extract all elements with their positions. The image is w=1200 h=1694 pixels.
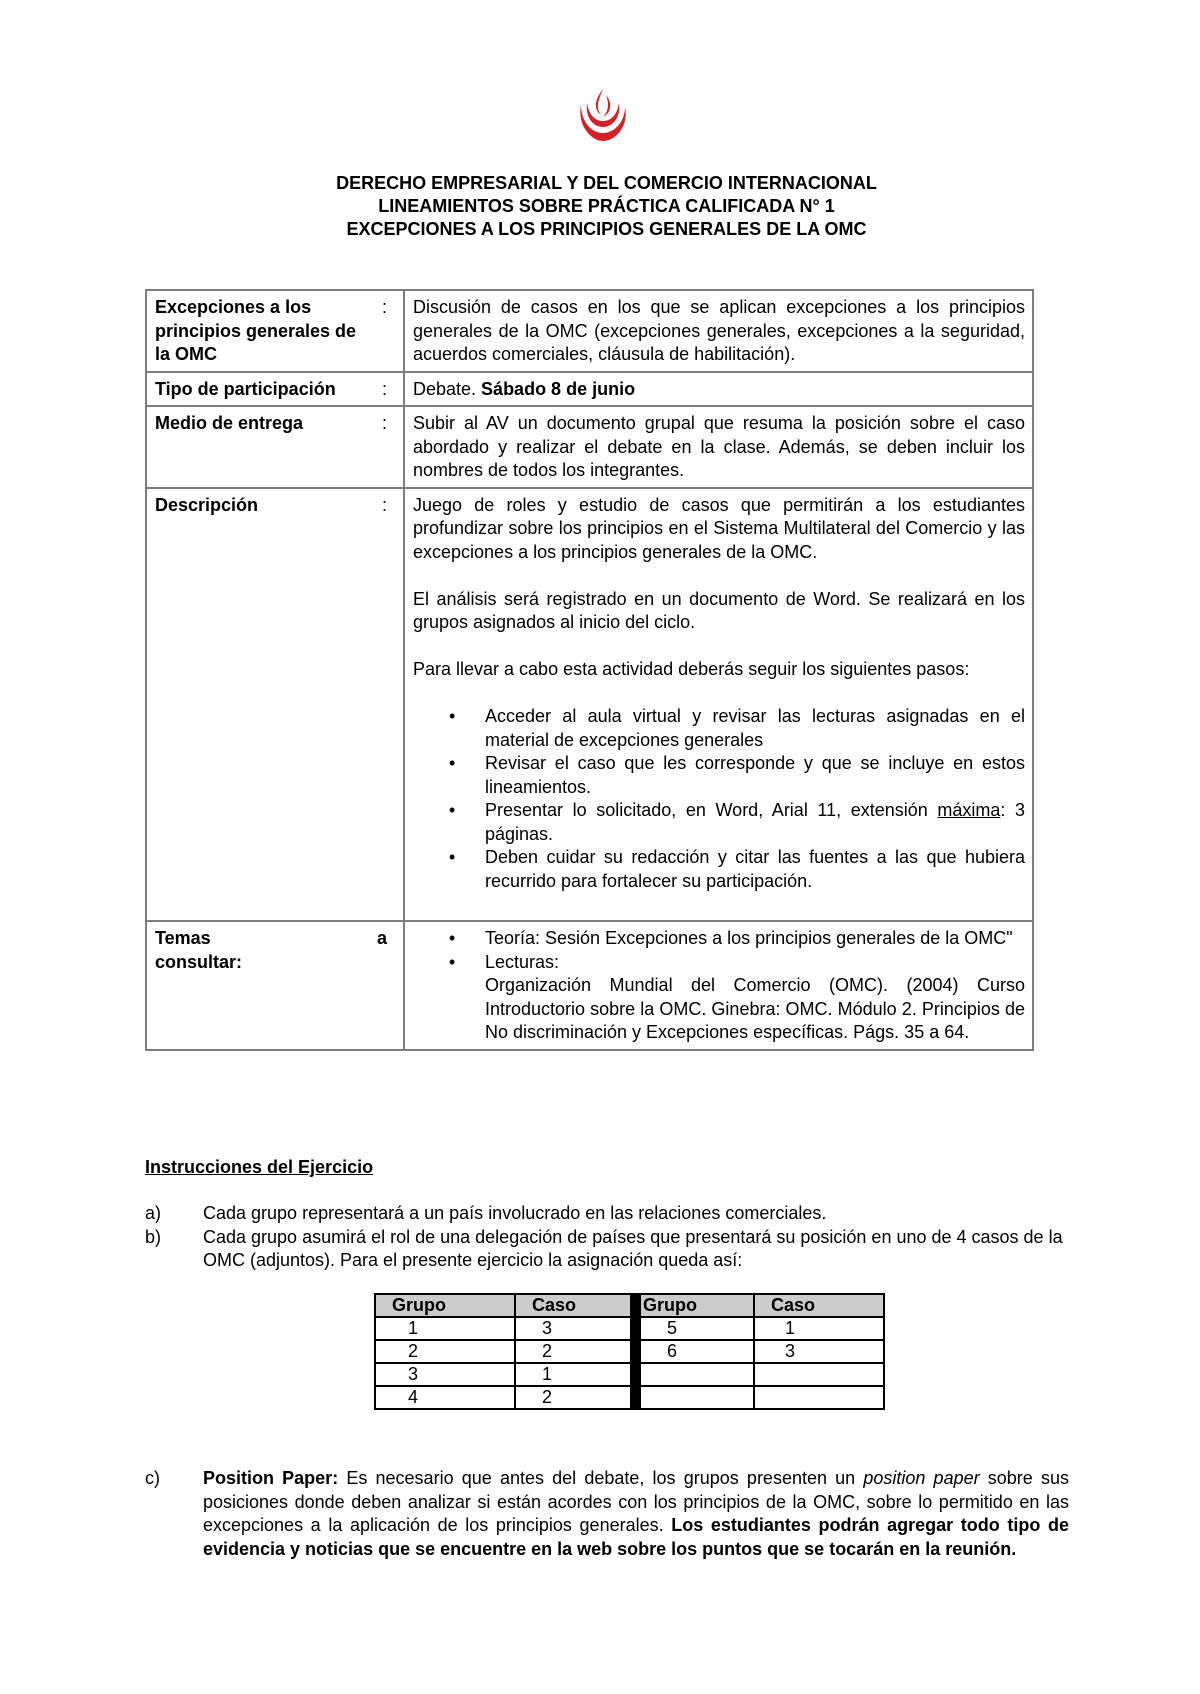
value-cell [404, 406, 1033, 488]
label-cell [146, 372, 404, 407]
cell-caso: 3 [515, 1317, 631, 1340]
colon: : [381, 494, 387, 515]
value-cell [404, 488, 1033, 922]
cell-grupo [640, 1386, 754, 1409]
document-titles [0, 172, 1200, 241]
row-medio [146, 406, 1033, 488]
colon: : [381, 413, 387, 433]
column-separator [631, 1363, 640, 1386]
header-caso-2: Caso [754, 1294, 884, 1317]
topic-readings-title: Lecturas: [485, 951, 560, 972]
table-row [375, 1340, 884, 1363]
position-paper-text-1: Es necesario que antes del debate, los grupos presenten un [338, 1468, 864, 1488]
label-consultar: consultar: [155, 951, 243, 972]
cell-caso [754, 1363, 884, 1386]
bullet-icon: • [449, 753, 456, 773]
step-2: Revisar el caso que les corresponde y que se incluye en estos lineamientos. [485, 753, 1025, 797]
bullet-icon: • [449, 951, 456, 972]
cell-grupo: 5 [640, 1317, 754, 1340]
header-grupo-2: Grupo [640, 1294, 754, 1317]
instruction-a-text: Cada grupo representará a un país involucrado en las relaciones comerciales. [203, 1203, 827, 1223]
colon: : [381, 297, 387, 317]
value-cell [404, 921, 1033, 1050]
step-3-post: : 3 páginas. [485, 800, 1026, 844]
instruction-b-text: Cada grupo asumirá el rol de una delegación de países que presentará su posición en uno de 4 casos de la OMC (adjuntos). Para el presente ejercicio la asignación queda así: [203, 1226, 1063, 1270]
table-row [375, 1363, 884, 1386]
cell-caso: 1 [754, 1317, 884, 1340]
list-item [449, 799, 1026, 846]
table-row [375, 1386, 884, 1409]
header-caso-1: Caso [515, 1294, 631, 1317]
label-cell [146, 921, 404, 1050]
table-header-row [375, 1294, 884, 1317]
instruction-b [145, 1226, 1069, 1273]
list-item [449, 846, 1025, 893]
step-4: Deben cuidar su redacción y citar las fuentes a las que hubiera recurrido para fortalecer su participación. [485, 847, 1025, 891]
label-cell [146, 488, 404, 922]
label-tipo: Tipo de participación [155, 378, 336, 399]
column-separator [631, 1386, 640, 1409]
header-grupo-1: Grupo [375, 1294, 515, 1317]
value-cell [404, 290, 1033, 372]
instruction-marker: b) [145, 1226, 162, 1247]
position-paper-title: Position Paper: [203, 1468, 339, 1488]
cell-caso: 1 [515, 1363, 631, 1386]
cell-grupo: 1 [375, 1317, 515, 1340]
upc-flame-logo-icon [575, 85, 631, 145]
position-paper-text-2: sobre sus posiciones donde deben analizar si están acordes con los principios de la OMC, sobre lo permitido en las excepciones a la aplicación de los principios generales. [203, 1468, 1069, 1535]
label-cell [146, 406, 404, 488]
upc-logo [575, 85, 631, 145]
cell-caso: 2 [515, 1386, 631, 1409]
value-excepciones: Discusión de casos en los que se aplican excepciones a los principios generales de la OMC (excepciones generales, excepciones a la seguridad, acuerdos comerciales, cláusula de habilitación). [413, 297, 1025, 364]
title-course: DERECHO EMPRESARIAL Y DEL COMERCIO INTERNACIONAL [336, 173, 877, 193]
value-cell [404, 372, 1033, 407]
bullet-icon: • [449, 800, 456, 820]
topic-readings-reference: Organización Mundial del Comercio (OMC). (2004) Curso Introductorio sobre la OMC. Ginebra: OMC. Módulo 2. Principios de No discriminación y Excepciones específicas. Págs. 35 a 64. [485, 975, 1025, 1042]
cell-grupo: 3 [375, 1363, 515, 1386]
instruction-marker: c) [145, 1468, 160, 1488]
descripcion-paragraph-2: El análisis será registrado en un documento de Word. Se realizará en los grupos asignados al inicio del ciclo. [413, 588, 1025, 632]
value-medio: Subir al AV un documento grupal que resuma la posición sobre el caso abordado y realizar el debate en la clase. Además, se deben incluir los nombres de todos los integrantes. [413, 413, 1025, 480]
list-item [449, 752, 1025, 799]
bullet-icon: • [449, 706, 456, 726]
title-guidelines: LINEAMIENTOS SOBRE PRÁCTICA CALIFICADA N° 1 [378, 196, 835, 216]
step-3-underlined: máxima [937, 800, 1001, 820]
list-item [449, 951, 1025, 1045]
step-3-pre: Presentar lo solicitado, en Word, Arial 11, extensión [485, 800, 938, 820]
topics-list [413, 927, 1025, 1045]
group-assignment-table [374, 1293, 885, 1410]
label-cell [146, 290, 404, 372]
label-descripcion: Descripción [155, 494, 259, 515]
label-excepciones: Excepciones a los principios generales de la OMC [155, 297, 357, 364]
instructions-list [145, 1202, 1069, 1273]
column-separator [631, 1340, 640, 1363]
position-paper-bold-note: Los estudiantes podrán agregar todo tipo de evidencia y noticias que se encuentre en la web sobre los puntos que se tocarán en la reunión. [203, 1515, 1069, 1559]
cell-caso [754, 1386, 884, 1409]
row-excepciones [146, 290, 1033, 372]
column-separator [631, 1294, 640, 1317]
cell-grupo: 2 [375, 1340, 515, 1363]
activity-info-table [145, 289, 1034, 1051]
list-item [449, 705, 1025, 752]
instruction-a [145, 1202, 1069, 1226]
bullet-icon: • [449, 928, 456, 948]
cell-grupo [640, 1363, 754, 1386]
row-temas [146, 921, 1033, 1050]
column-separator [631, 1317, 640, 1340]
cell-caso: 2 [515, 1340, 631, 1363]
position-paper-italic: position paper [863, 1468, 980, 1488]
steps-list [413, 705, 1025, 893]
label-temas: Temas [155, 928, 211, 948]
descripcion-paragraph-1: Juego de roles y estudio de casos que permitirán a los estudiantes profundizar sobre los principios en el Sistema Multilateral del Comercio y las excepciones a los principios generales de la OMC. [413, 494, 1025, 562]
value-tipo-date: Sábado 8 de junio [481, 378, 636, 399]
instruction-c [145, 1467, 1069, 1561]
cell-grupo: 4 [375, 1386, 515, 1409]
colon: : [381, 378, 387, 399]
topic-theory: Teoría: Sesión Excepciones a los principios generales de la OMC" [485, 928, 1013, 948]
title-topic: EXCEPCIONES A LOS PRINCIPIOS GENERALES DE LA OMC [346, 219, 867, 239]
instruction-marker: a) [145, 1203, 162, 1223]
cell-caso: 3 [754, 1340, 884, 1363]
instructions-heading: Instrucciones del Ejercicio [145, 1157, 374, 1177]
value-tipo-plain: Debate. [413, 378, 482, 399]
row-tipo [146, 372, 1033, 407]
label-temas-a: a [376, 928, 387, 948]
step-1: Acceder al aula virtual y revisar las lecturas asignadas en el material de excepciones generales [485, 706, 1025, 750]
table-row [375, 1317, 884, 1340]
descripcion-paragraph-3: Para llevar a cabo esta actividad deberás seguir los siguientes pasos: [413, 659, 970, 679]
cell-grupo: 6 [640, 1340, 754, 1363]
row-descripcion [146, 488, 1033, 922]
position-paper-section [145, 1467, 1069, 1561]
list-item [449, 927, 1025, 951]
bullet-icon: • [449, 847, 456, 867]
label-medio: Medio de entrega [155, 413, 304, 433]
